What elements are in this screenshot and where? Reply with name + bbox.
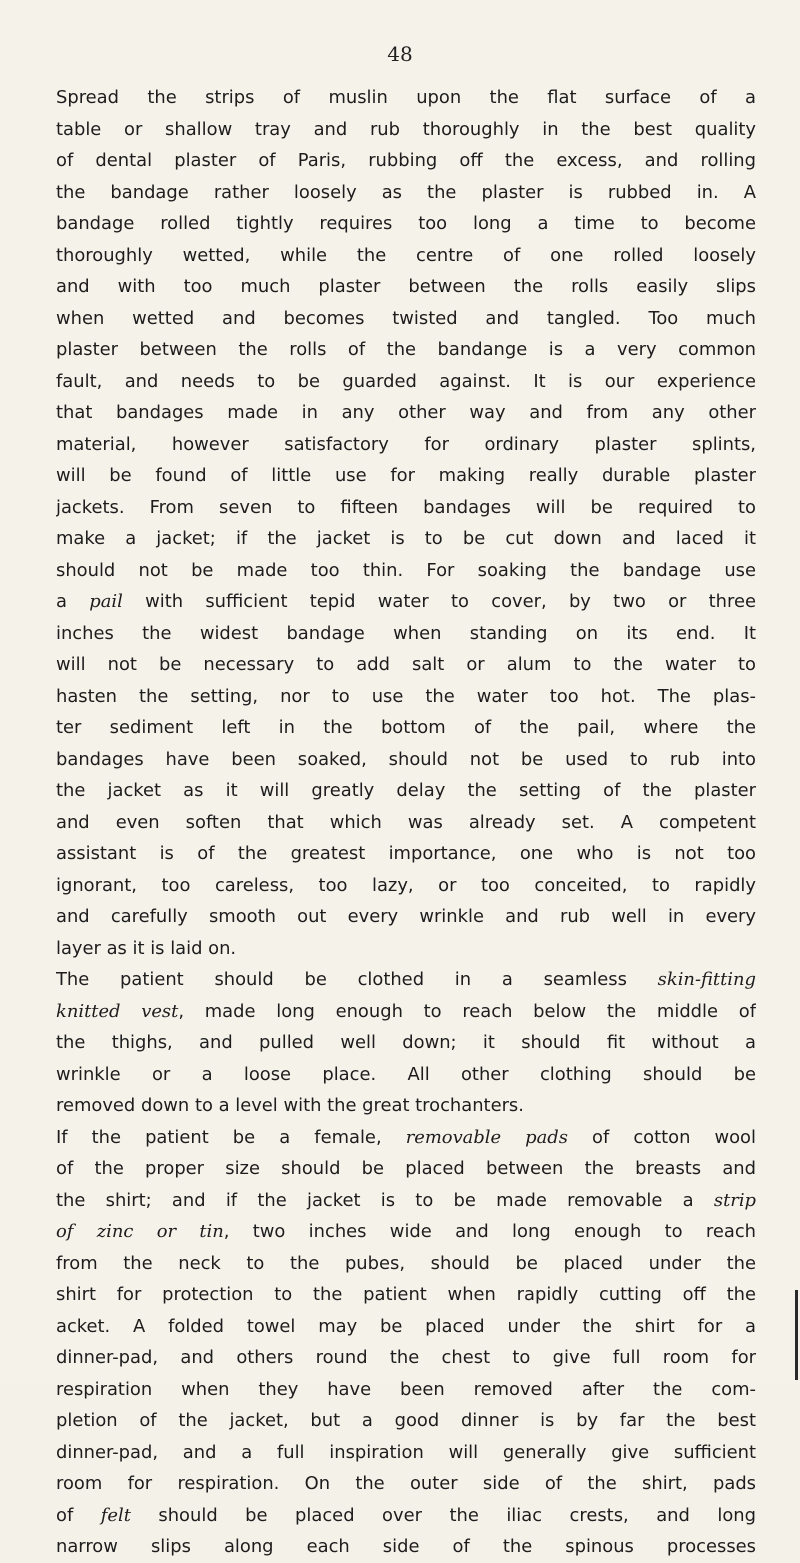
italic-phrase: felt xyxy=(100,1504,131,1526)
italic-phrase: pail xyxy=(89,591,123,612)
text-line: material, however satisfactory for ordinary plaster splints, xyxy=(56,433,756,455)
text-run: with sufficient tepid water to cover, by two or three xyxy=(122,591,756,612)
text-line: pletion of the jacket, but a good dinner is by far the best xyxy=(56,1410,756,1431)
text-line xyxy=(56,586,756,618)
text-line xyxy=(56,964,756,996)
text-line: removed down to a level with the great trochanters. xyxy=(56,1095,524,1116)
text-line: dinner-pad, and others round the chest to give full room for xyxy=(56,1347,756,1368)
text-line: respiration when they have been removed after the com- xyxy=(56,1378,756,1400)
text-line: room for respiration. On the outer side of the shirt, pads xyxy=(56,1473,756,1494)
italic-phrase: knitted vest xyxy=(56,1000,179,1022)
italic-phrase: of zinc or tin xyxy=(56,1221,224,1242)
text-line: from the neck to the pubes, should be placed under the xyxy=(56,1252,756,1274)
text-line: the bandage rather loosely as the plaster is rubbed in. A xyxy=(56,181,756,203)
text-line xyxy=(56,1122,756,1154)
text-line xyxy=(56,1500,756,1532)
text-line: inches the widest bandage when standing on its end. It xyxy=(56,622,756,644)
text-line: plaster between the rolls of the bandange is a very common xyxy=(56,339,756,360)
text-run: a xyxy=(56,591,90,612)
page-number: 48 xyxy=(387,42,413,66)
text-line: and carefully smooth out every wrinkle and rub well in every xyxy=(56,906,756,927)
text-run: of cotton wool xyxy=(567,1126,756,1148)
text-line: ignorant, too careless, too lazy, or too conceited, to rapidly xyxy=(56,874,756,896)
text-line: shirt for protection to the patient when rapidly cutting off the xyxy=(56,1284,756,1305)
text-line: narrow slips along each side of the spinous processes xyxy=(56,1536,756,1557)
page-edge-shadow xyxy=(795,1290,798,1380)
text-line: hasten the setting, nor to use the water too hot. The plas- xyxy=(56,685,756,707)
text-line: will not be necessary to add salt or alum to the water to xyxy=(56,654,756,675)
text-line xyxy=(56,1185,756,1217)
text-run: The patient should be clothed in a seamless xyxy=(56,969,658,990)
text-line: the jacket as it will greatly delay the setting of the plaster xyxy=(56,780,756,801)
text-line: fault, and needs to be guarded against. It is our experience xyxy=(56,370,756,392)
text-line: assistant is of the greatest importance, one who is not too xyxy=(56,843,756,864)
text-line: acket. A folded towel may be placed under the shirt for a xyxy=(56,1315,756,1337)
text-run: , made long enough to reach below the middle of xyxy=(178,1000,756,1022)
text-line: jackets. From seven to fifteen bandages will be required to xyxy=(56,496,756,518)
text-line: of the proper size should be placed between the breasts and xyxy=(56,1158,756,1179)
text-line: will be found of little use for making really durable plaster xyxy=(56,465,756,486)
text-run: If the patient be a female, xyxy=(56,1126,406,1148)
italic-phrase: skin-fitting xyxy=(657,969,756,990)
text-line: dinner-pad, and a full inspiration will generally give sufficient xyxy=(56,1441,756,1463)
text-run: of xyxy=(56,1504,101,1526)
text-run: should be placed over the iliac crests, and long xyxy=(130,1504,756,1526)
text-line: and even soften that which was already set. A competent xyxy=(56,811,756,833)
text-line: of dental plaster of Paris, rubbing off the excess, and rolling xyxy=(56,150,756,171)
text-line: bandage rolled tightly requires too long a time to become xyxy=(56,213,756,234)
text-line: that bandages made in any other way and from any other xyxy=(56,402,756,423)
text-line xyxy=(56,1216,756,1248)
text-line: layer as it is laid on. xyxy=(56,937,237,959)
text-line: should not be made too thin. For soaking the bandage use xyxy=(56,559,756,581)
text-run: , two inches wide and long enough to reach xyxy=(223,1221,756,1242)
text-line: the thighs, and pulled well down; it should fit without a xyxy=(56,1032,756,1053)
text-line: table or shallow tray and rub thoroughly in the best quality xyxy=(56,118,756,140)
text-line: and with too much plaster between the rolls easily slips xyxy=(56,276,756,297)
text-line xyxy=(56,996,756,1028)
italic-phrase: removable pads xyxy=(405,1126,568,1148)
text-line: when wetted and becomes twisted and tangled. Too much xyxy=(56,307,756,329)
text-line: wrinkle or a loose place. All other clothing should be xyxy=(56,1063,756,1085)
italic-phrase: strip xyxy=(713,1189,756,1211)
text-line: bandages have been soaked, should not be used to rub into xyxy=(56,748,756,770)
body-text xyxy=(56,82,756,1563)
text-line: make a jacket; if the jacket is to be cut down and laced it xyxy=(56,528,756,549)
text-line: thoroughly wetted, while the centre of one rolled loosely xyxy=(56,244,756,266)
text-run: the shirt; and if the jacket is to be made removable a xyxy=(56,1189,714,1211)
text-line: Spread the strips of muslin upon the flat surface of a xyxy=(56,87,756,108)
text-line: ter sediment left in the bottom of the pail, where the xyxy=(56,717,756,738)
